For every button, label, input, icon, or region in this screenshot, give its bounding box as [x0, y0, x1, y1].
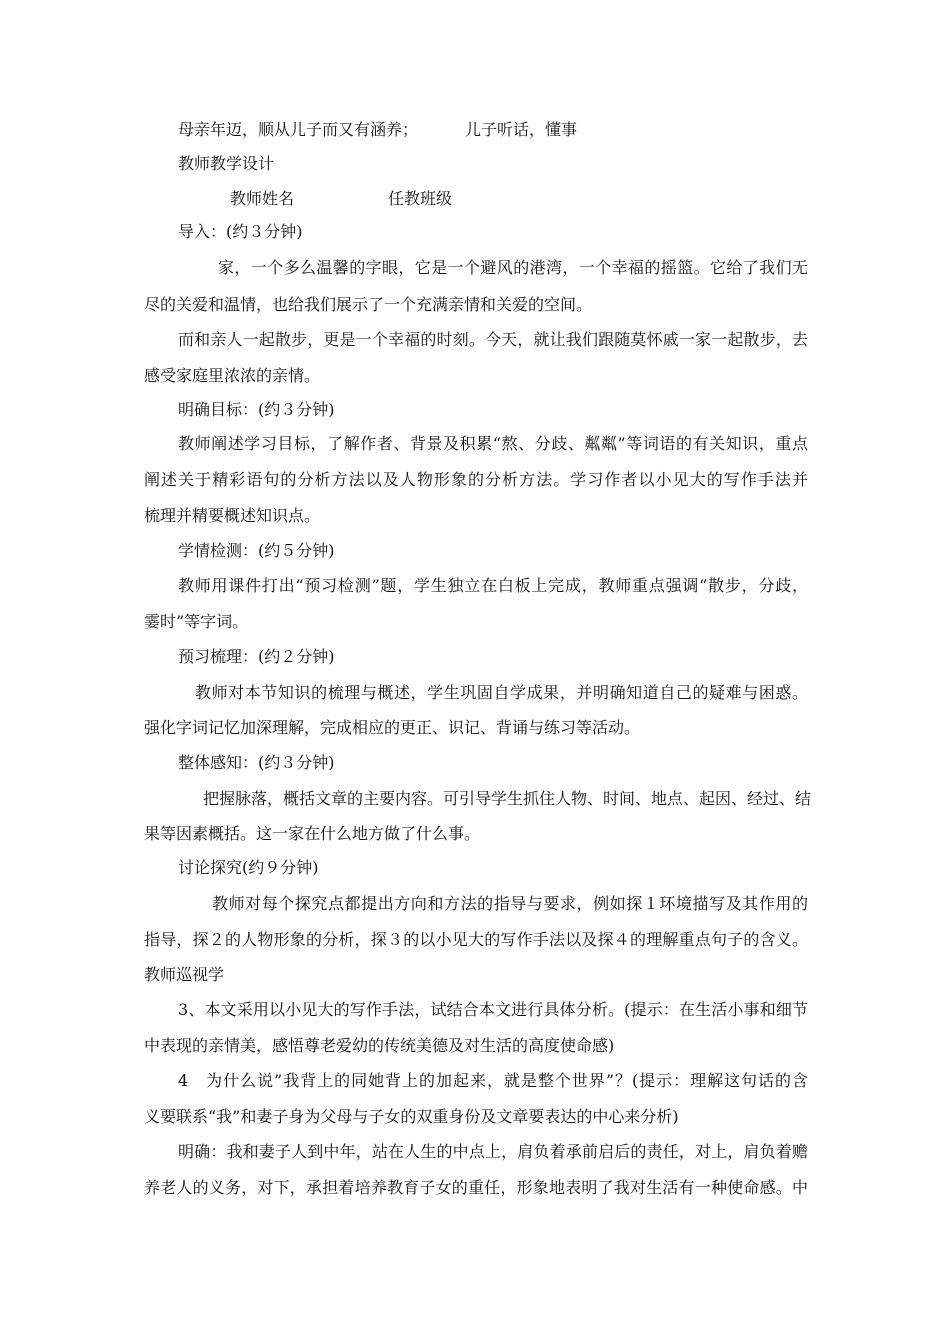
section-heading: 讨论探究(约９分钟): [178, 858, 319, 877]
paragraph-line: 而和亲人一起散步，更是一个幸福的时刻。今天，就让我们跟随莫怀戚一家一起散步，去: [178, 330, 808, 349]
paragraph-line: 感受家庭里浓浓的亲情。: [144, 366, 321, 385]
question-line: 义要联系“我”和妻子身为父母与子女的双重身份及文章要表达的中心来分析): [144, 1107, 679, 1126]
text-line: 儿子听话，懂事: [465, 120, 578, 139]
question-line: 中表现的亲情美，感悟尊老爱幼的传统美德及对生活的高度使命感): [144, 1036, 615, 1055]
section-heading: 整体感知：(约３分钟): [178, 753, 335, 772]
paragraph-line: 把握脉落，概括文章的主要内容。可引导学生抓住人物、时间、地点、起因、经过、结: [203, 789, 812, 808]
section-heading: 明确目标：(约３分钟): [178, 400, 335, 419]
text-line: 母亲年迈，顺从儿子而又有涵养；: [178, 120, 419, 139]
paragraph-line: 教师用课件打出“预习检测”题，学生独立在白板上完成，教师重点强调“散步，分歧，: [178, 576, 808, 595]
paragraph-line: 教师对本节知识的梳理与概述，学生巩固自学成果，并明确知道自己的疑难与困惑。: [195, 683, 808, 702]
answer-line: 明确：我和妻子人到中年，站在人生的中点上，肩负着承前启后的责任，对上，肩负着赡: [178, 1142, 808, 1161]
paragraph-line: 阐述关于精彩语句的分析方法以及人物形象的分析方法。学习作者以小见大的写作手法并: [144, 470, 808, 489]
paragraph-line: 强化字词记忆加深理解，完成相应的更正、识记、背诵与练习等活动。: [144, 718, 641, 737]
section-heading: 预习梳理：(约２分钟): [178, 647, 335, 666]
paragraph-line: 教师对每个探究点都提出方向和方法的指导与要求，例如探１环境描写及其作用的: [212, 894, 808, 913]
paragraph-line: 家，一个多么温馨的字眼，它是一个避风的港湾，一个幸福的摇篮。它给了我们无: [218, 258, 808, 277]
section-heading: 导入：(约３分钟): [178, 222, 303, 241]
paragraph-line: 果等因素概括。这一家在什么地方做了什么事。: [144, 824, 481, 843]
paragraph-line: 指导，探２的人物形象的分析，探３的以小见大的写作手法以及探４的理解重点句子的含义。: [144, 930, 808, 949]
paragraph-line: 教师阐述学习目标，了解作者、背景及积累“熬、分歧、粼粼”等词语的有关知识，重点: [178, 434, 808, 453]
paragraph-line: 教师巡视学: [144, 965, 225, 984]
form-label-teacher-name: 教师姓名: [230, 189, 295, 208]
paragraph-line: 梳理并精要概述知识点。: [144, 506, 321, 525]
section-heading: 学情检测：(约５分钟): [178, 541, 335, 560]
form-label-class: 任教班级: [388, 189, 453, 208]
paragraph-line: 霎时”等字词。: [144, 612, 249, 631]
question-line: 3、本文采用以小见大的写作手法，试结合本文进行具体分析。(提示：在生活小事和细节: [178, 1000, 808, 1019]
paragraph-line: 尽的关爱和温情，也给我们展示了一个充满亲情和关爱的空间。: [144, 295, 593, 314]
question-line: 4 为什么说”我背上的同她背上的加起来，就是整个世界”？(提示：理解这句话的含: [178, 1071, 808, 1090]
answer-line: 养老人的义务，对下，承担着培养教育子女的重任，形象地表明了我对生活有一种使命感。中: [144, 1178, 808, 1197]
section-heading: 教师教学设计: [178, 154, 275, 173]
